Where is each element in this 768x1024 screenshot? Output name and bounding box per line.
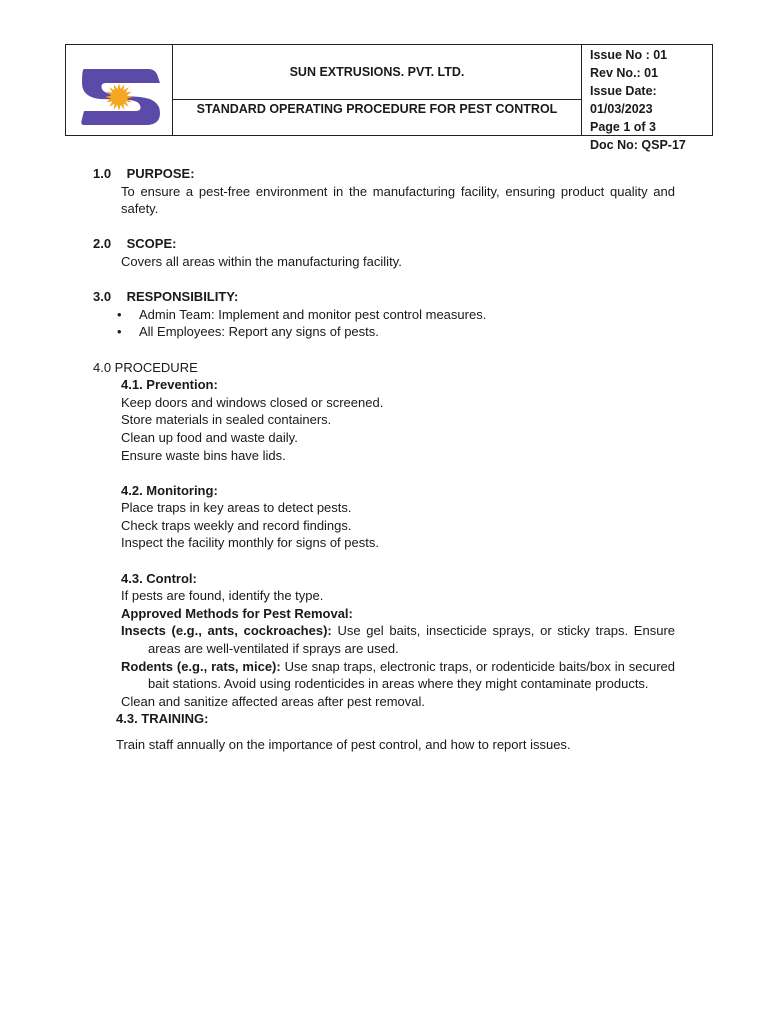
- section-number: 1.0: [93, 166, 112, 181]
- document-title: STANDARD OPERATING PROCEDURE FOR PEST CONTROL: [173, 100, 582, 135]
- sun-icon: [105, 83, 133, 111]
- prevention-heading: 4.1. Prevention:: [121, 377, 218, 393]
- rodents-method: [93, 658, 675, 693]
- section-title: RESPONSIBILITY:: [126, 289, 239, 305]
- insects-text: Use gel baits, insecticide sprays, or sticky traps. Ensure areas are well-ventilated if sprays are used.: [148, 623, 675, 657]
- document-header: [65, 44, 713, 152]
- page-number: Page 1 of 3: [590, 120, 656, 134]
- document-meta: [582, 45, 712, 152]
- section-number: 3.0: [93, 289, 112, 305]
- prevention-line: Ensure waste bins have lids.: [121, 447, 286, 463]
- company-logo: [78, 67, 162, 127]
- monitoring-line: Inspect the facility monthly for signs of pests.: [121, 535, 379, 551]
- control-cleanup: Clean and sanitize affected areas after pest removal.: [121, 693, 425, 709]
- training-heading: 4.3. TRAINING:: [116, 711, 209, 727]
- section-title: SCOPE:: [126, 236, 177, 252]
- insects-label: Insects (e.g., ants, cockroaches):: [121, 623, 332, 639]
- control-intro: If pests are found, identify the type.: [121, 588, 324, 604]
- rev-no: Rev No.: 01: [590, 66, 659, 80]
- prevention-line: Keep doors and windows closed or screened.: [121, 394, 384, 410]
- section-scope-heading: [93, 235, 675, 253]
- list-item: • Admin Team: Implement and monitor pest control measures.: [139, 306, 675, 324]
- training-text: Train staff annually on the importance of pest control, and how to report issues.: [116, 737, 571, 752]
- monitoring-line: Check traps weekly and record findings.: [121, 517, 352, 533]
- document-body: [93, 165, 675, 754]
- list-item: • All Employees: Report any signs of pests.: [139, 323, 675, 341]
- section-title: PURPOSE:: [126, 166, 195, 181]
- issue-no: Issue No : 01: [590, 48, 668, 62]
- doc-no: Doc No: QSP-17: [590, 138, 686, 152]
- control-heading: 4.3. Control:: [121, 570, 197, 586]
- prevention-line: Store materials in sealed containers.: [121, 412, 332, 428]
- responsibility-list: [93, 306, 675, 341]
- section-responsibility-heading: [93, 288, 675, 306]
- logo-cell: [66, 45, 173, 135]
- company-name: SUN EXTRUSIONS. PVT. LTD.: [173, 45, 582, 100]
- scope-text: Covers all areas within the manufacturing facility.: [121, 253, 402, 269]
- section-purpose-heading: [93, 165, 675, 183]
- prevention-line: Clean up food and waste daily.: [121, 429, 298, 445]
- monitoring-line: Place traps in key areas to detect pests.: [121, 500, 352, 516]
- monitoring-heading: 4.2. Monitoring:: [121, 482, 218, 498]
- issue-date: Issue Date: 01/03/2023: [590, 84, 657, 116]
- methods-heading: Approved Methods for Pest Removal:: [121, 605, 353, 621]
- section-procedure-heading: 4.0 PROCEDURE: [93, 359, 198, 375]
- section-number: 2.0: [93, 236, 112, 252]
- purpose-text: To ensure a pest-free environment in the manufacturing facility, ensuring product quality and safety.: [121, 183, 675, 217]
- rodents-label: Rodents (e.g., rats, mice):: [121, 658, 281, 674]
- insects-method: [93, 622, 675, 657]
- rodents-text: Use snap traps, electronic traps, or rodenticide baits/box in secured bait stations. Avoid using rodenticides in areas where they might contaminate products.: [148, 658, 675, 692]
